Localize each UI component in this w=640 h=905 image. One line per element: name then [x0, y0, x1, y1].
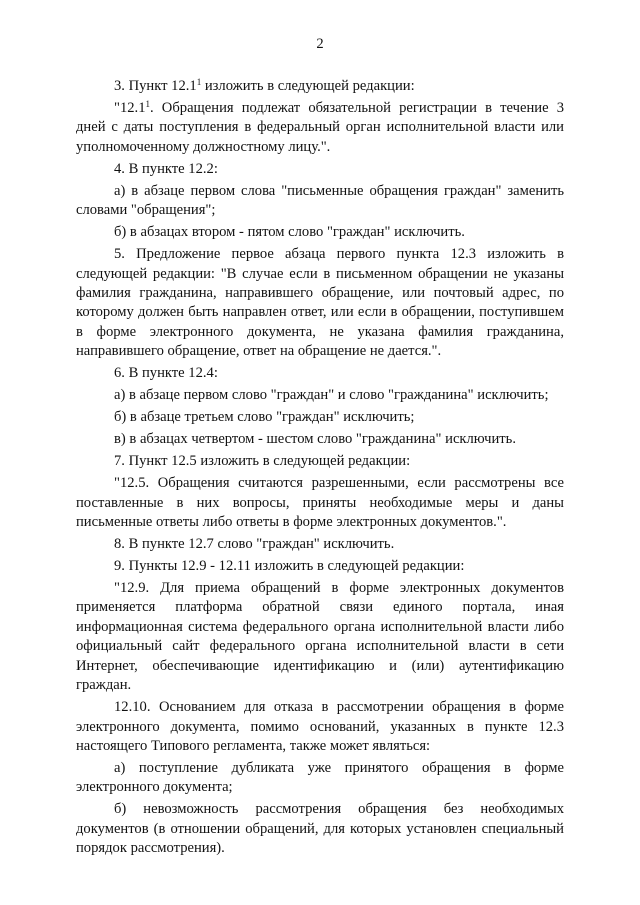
paragraph	[76, 800, 564, 858]
paragraph-text: 9. Пункты 12.9 - 12.11 изложить в следующей редакции:	[114, 558, 465, 575]
paragraph-text: 7. Пункт 12.5 изложить в следующей редакции:	[114, 453, 411, 470]
paragraph-text: 8. В пункте 12.7 слово "граждан" исключить.	[114, 536, 395, 553]
paragraph	[76, 759, 564, 798]
paragraph	[76, 386, 564, 405]
paragraph-text: б) невозможность рассмотрения обращения без необходимых документов (в отношении обращений, для которых установлен специальный порядок рассмотрения).	[76, 801, 564, 857]
paragraph-text: "12.5. Обращения считаются разрешенными, если рассмотрены все поставленные в них вопросы, приняты необходимые меры и даны письменные ответы либо ответы в форме электронных документов.".	[76, 475, 564, 531]
paragraph-text: б) в абзацах втором - пятом слово "граждан" исключить.	[114, 224, 465, 241]
paragraph	[76, 452, 564, 471]
paragraph-text: а) в абзаце первом слово "граждан" и слово "гражданина" исключить;	[114, 387, 549, 404]
paragraph-text: 12.10. Основанием для отказа в рассмотрении обращения в форме электронного документа, помимо оснований, указанных в пункте 12.3 настоящего Типового регламента, также может являться:	[76, 699, 564, 754]
paragraph	[76, 223, 564, 242]
paragraph	[76, 535, 564, 554]
document-body	[76, 77, 564, 861]
paragraph	[76, 408, 564, 427]
paragraph	[76, 77, 564, 96]
paragraph	[76, 245, 564, 361]
paragraph-text: "12.1	[114, 100, 146, 116]
paragraph-text: б) в абзаце третьем слово "граждан" исключить;	[114, 409, 415, 426]
paragraph-text: 3. Пункт 12.1	[114, 78, 197, 94]
paragraph	[76, 698, 564, 756]
paragraph	[76, 99, 564, 157]
paragraph	[76, 182, 564, 221]
paragraph	[76, 364, 564, 383]
paragraph-text: 6. В пункте 12.4:	[114, 365, 218, 382]
paragraph-text: 4. В пункте 12.2:	[114, 160, 218, 177]
paragraph	[76, 160, 564, 179]
paragraph-text: а) в абзаце первом слова "письменные обращения граждан" заменить словами "обращения";	[76, 182, 564, 219]
paragraph-text: в) в абзацах четвертом - шестом слово "гражданина" исключить.	[114, 431, 516, 448]
superscript-index: 1	[145, 99, 150, 109]
paragraph-text: "12.9. Для приема обращений в форме электронных документов применяется платформа обратной связи единого портала, иная информационная система федерального органа исполнительной власти либо официальный сайт федерального органа исполнительной власти в сети Интернет, обеспечивающие идентификацию и (или) аутентификацию граждан.	[76, 580, 564, 694]
paragraph	[76, 430, 564, 449]
paragraph-text: изложить в следующей редакции:	[201, 78, 415, 94]
paragraph	[76, 474, 564, 532]
page-number: 2	[316, 36, 324, 52]
paragraph-text: 5. Предложение первое абзаца первого пункта 12.3 изложить в следующей редакции: "В случае если в письменном обращении не указаны фамилия гражданина, направившего обращение, или почтовый адрес, по которому должен быть направлен ответ, или если в обращении, поступившем в форме электронного документа, не указана фамилия гражданина, направившего обращение, ответ на обращение не дается.".	[76, 246, 564, 360]
paragraph-text: . Обращения подлежат обязательной регистрации в течение 3 дней с даты поступления в федеральный орган исполнительной власти или уполномоченному должностному лицу.".	[76, 100, 564, 155]
superscript-index: 1	[196, 77, 202, 87]
paragraph-text: а) поступление дубликата уже принятого обращения в форме электронного документа;	[76, 759, 564, 796]
paragraph	[76, 557, 564, 576]
paragraph	[76, 579, 564, 695]
